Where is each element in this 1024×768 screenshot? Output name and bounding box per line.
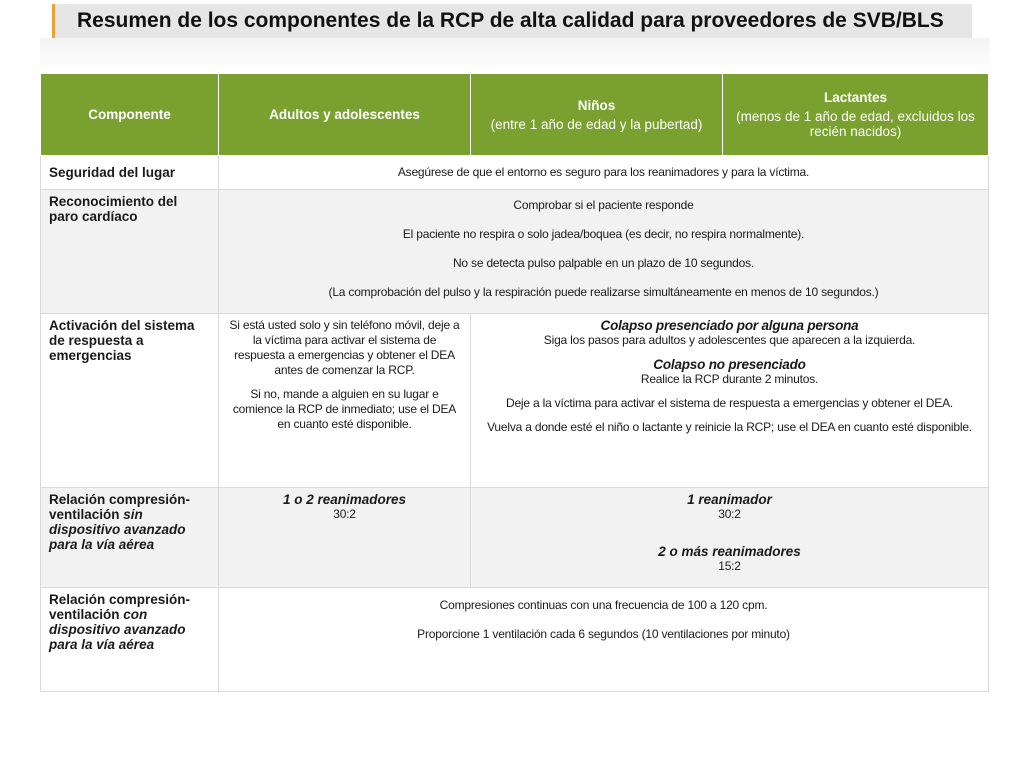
header-ninos xyxy=(471,74,723,156)
row-activacion-label: Activación del sistema de respuesta a emergencias xyxy=(41,314,219,488)
activacion-adultos-p1: Si está usted solo y sin teléfono móvil, deje a la víctima para activar el sistema de respuesta a emergencias y obtener el DEA antes de comenzar la RCP. xyxy=(229,318,460,377)
rcp-summary-table xyxy=(40,73,989,692)
row-relacion-con xyxy=(41,588,989,692)
ninos-2-reanimadores-title: 2 o más reanimadores xyxy=(658,544,801,559)
colapso-no-presenciado-text: Realice la RCP durante 2 minutos. xyxy=(640,372,819,386)
colapso-no-presenciado-p2: Deje a la víctima para activar el sistema de respuesta a emergencias y obtener el DEA. xyxy=(505,396,954,410)
header-lactantes-title: Lactantes xyxy=(823,90,888,105)
relacion-con-label-b: con dispositivo avanzado para la vía aérea xyxy=(49,607,186,652)
row-relacion-sin-ninos xyxy=(471,488,989,588)
ninos-1-reanimador-value: 30:2 xyxy=(718,507,741,521)
header-ninos-title: Niños xyxy=(577,97,616,113)
row-activacion-ninos-lactantes xyxy=(471,314,989,488)
header-componente: Componente xyxy=(41,74,219,156)
title-text: Resumen de los componentes de la RCP de alta calidad para proveedores de SVB/BLS xyxy=(77,9,944,32)
relacion-con-line-1: Compresiones continuas con una frecuencia de 100 a 120 cpm. xyxy=(439,598,768,612)
row-relacion-con-label xyxy=(41,588,219,692)
row-seguridad-label: Seguridad del lugar xyxy=(41,156,219,190)
row-reconocimiento xyxy=(41,190,989,314)
colapso-no-presenciado-p3: Vuelva a donde esté el niño o lactante y reinicie la RCP; use el DEA en cuanto esté disponible. xyxy=(487,420,972,434)
row-relacion-sin xyxy=(41,488,989,588)
relacion-con-line-2: Proporcione 1 ventilación cada 6 segundos (10 ventilaciones por minuto) xyxy=(417,627,790,641)
colapso-presenciado-title: Colapso presenciado por alguna persona xyxy=(600,318,859,333)
row-seguridad-text: Asegúrese de que el entorno es seguro para los reanimadores y para la víctima. xyxy=(219,156,989,190)
reconocimiento-line-4: (La comprobación del pulso y la respiración puede realizarse simultáneamente en menos de 10 segundos.) xyxy=(328,285,879,299)
row-reconocimiento-text xyxy=(219,190,989,314)
reconocimiento-line-3: No se detecta pulso palpable en un plazo de 10 segundos. xyxy=(452,256,755,270)
row-activacion xyxy=(41,314,989,488)
header-lactantes-sub: (menos de 1 año de edad, excluidos los recién nacidos) xyxy=(736,109,975,139)
ninos-1-reanimador-title: 1 reanimador xyxy=(687,492,772,507)
relacion-con-label-a: Relación compresión-ventilación xyxy=(49,592,191,622)
reconocimiento-line-1: Comprobar si el paciente responde xyxy=(513,198,694,212)
ninos-2-reanimadores-value: 15:2 xyxy=(718,559,741,573)
adultos-reanimadores-title: 1 o 2 reanimadores xyxy=(282,492,407,507)
row-relacion-con-text xyxy=(219,588,989,692)
reconocimiento-line-2: El paciente no respira o solo jadea/boquea (es decir, no respira normalmente). xyxy=(402,227,805,241)
relacion-sin-label-b: sin dispositivo avanzado para la vía aérea xyxy=(49,507,186,552)
activacion-adultos-p2: Si no, mande a alguien en su lugar e comience la RCP de inmediato; use el DEA en cuanto esté disponible. xyxy=(232,387,457,431)
header-adultos: Adultos y adolescentes xyxy=(219,74,471,156)
row-relacion-sin-adultos xyxy=(219,488,471,588)
title-shadow xyxy=(40,38,990,72)
header-ninos-sub: (entre 1 año de edad y la pubertad) xyxy=(490,116,703,132)
adultos-reanimadores-value: 30:2 xyxy=(333,507,356,521)
row-reconocimiento-label: Reconocimiento del paro cardíaco xyxy=(41,190,219,314)
header-row xyxy=(41,74,989,156)
page-title xyxy=(52,4,972,38)
relacion-sin-label-a: Relación compresión-ventilación xyxy=(49,492,191,522)
header-lactantes xyxy=(723,74,989,156)
colapso-presenciado-text: Siga los pasos para adultos y adolescentes que aparecen a la izquierda. xyxy=(543,333,916,347)
row-activacion-adultos xyxy=(219,314,471,488)
row-relacion-sin-label xyxy=(41,488,219,588)
colapso-no-presenciado-title: Colapso no presenciado xyxy=(653,357,806,372)
row-seguridad xyxy=(41,156,989,190)
